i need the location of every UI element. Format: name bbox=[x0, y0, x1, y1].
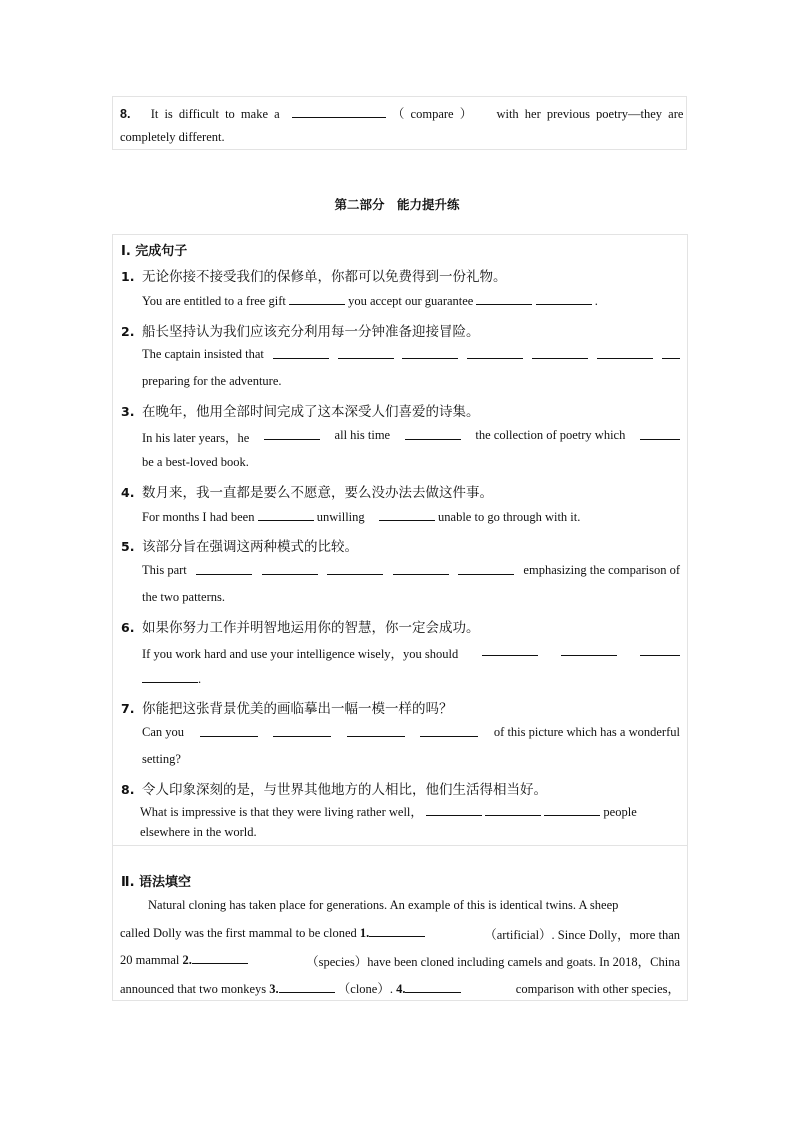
answer-blank[interactable] bbox=[289, 293, 345, 305]
answer-blank[interactable] bbox=[640, 644, 680, 656]
item-chinese: 6. 如果你努力工作并明智地运用你的智慧，你一定会成功。 bbox=[121, 620, 480, 636]
item-english: In his later years，he all his time the collection of poetry which bbox=[142, 428, 680, 446]
passage-line: called Dolly was the first mammal to be cloned 1. （artificial）. Since Dolly，more than bbox=[120, 926, 680, 942]
passage-line: Natural cloning has taken place for generations. An example of this is identical twins. A sheep bbox=[148, 898, 619, 912]
item-english-cont: the two patterns. bbox=[142, 590, 225, 604]
section-title: 第二部分 能力提升练 bbox=[334, 197, 460, 212]
answer-blank[interactable] bbox=[485, 804, 541, 816]
answer-blank[interactable] bbox=[426, 804, 482, 816]
answer-blank[interactable] bbox=[262, 563, 318, 575]
item-english: What is impressive is that they were living rather well， people bbox=[140, 805, 637, 819]
item-chinese: 7. 你能把这张背景优美的画临摹出一幅一模一样的吗？ bbox=[121, 701, 453, 717]
answer-blank[interactable] bbox=[536, 293, 592, 305]
item-english: You are entitled to a free gift you accept our guarantee . bbox=[142, 294, 598, 308]
part1-heading: Ⅰ. 完成句子 bbox=[121, 244, 188, 259]
answer-blank[interactable] bbox=[369, 925, 425, 937]
passage-line: announced that two monkeys 3. （clone）. 4. comparison with other species， bbox=[120, 982, 680, 996]
answer-blank[interactable] bbox=[327, 563, 383, 575]
answer-blank[interactable] bbox=[561, 644, 617, 656]
item-english: This part emphasizing the comparison of bbox=[142, 563, 680, 577]
answer-blank[interactable] bbox=[273, 347, 329, 359]
answer-blank[interactable] bbox=[200, 725, 258, 737]
item-chinese: 2. 船长坚持认为我们应该充分利用每一分钟准备迎接冒险。 bbox=[121, 324, 480, 340]
item-english-cont: be a best-loved book. bbox=[142, 455, 249, 469]
item-chinese: 4. 数月来，我一直都是要么不愿意，要么没办法去做这件事。 bbox=[121, 485, 493, 501]
answer-blank[interactable] bbox=[273, 725, 331, 737]
answer-blank[interactable] bbox=[458, 563, 514, 575]
answer-blank[interactable] bbox=[420, 725, 478, 737]
answer-blank[interactable] bbox=[405, 981, 461, 993]
answer-blank[interactable] bbox=[264, 428, 320, 440]
answer-blank[interactable] bbox=[393, 563, 449, 575]
answer-blank[interactable] bbox=[347, 725, 405, 737]
item-chinese: 1. 无论你接不接受我们的保修单，你都可以免费得到一份礼物。 bbox=[121, 269, 507, 285]
passage-line: 20 mammal 2. （species）have been cloned including camels and goats. In 2018，China bbox=[120, 953, 680, 969]
answer-blank[interactable] bbox=[338, 347, 394, 359]
item-english: If you work hard and use your intelligence wisely，you should bbox=[142, 644, 680, 662]
answer-blank[interactable] bbox=[482, 644, 538, 656]
answer-blank[interactable] bbox=[476, 293, 532, 305]
item-number: 8. bbox=[120, 107, 131, 121]
answer-blank[interactable] bbox=[142, 671, 198, 683]
answer-blank[interactable] bbox=[379, 509, 435, 521]
item-english: For months I had been unwilling unable to go through with it. bbox=[142, 510, 581, 524]
part2-heading: Ⅱ. 语法填空 bbox=[121, 875, 192, 890]
answer-blank[interactable] bbox=[467, 347, 523, 359]
answer-blank[interactable] bbox=[662, 347, 680, 359]
answer-blank[interactable] bbox=[544, 804, 600, 816]
answer-blank[interactable] bbox=[292, 105, 386, 118]
section-divider bbox=[112, 845, 688, 846]
answer-blank[interactable] bbox=[405, 428, 461, 440]
item-english-cont: setting? bbox=[142, 752, 181, 766]
answer-blank[interactable] bbox=[258, 509, 314, 521]
answer-blank[interactable] bbox=[640, 428, 680, 440]
sentence-text: with her previous poetry—they are bbox=[496, 107, 684, 121]
item-english-cont: preparing for the adventure. bbox=[142, 374, 282, 388]
answer-blank[interactable] bbox=[196, 563, 252, 575]
previous-exercise-box bbox=[112, 96, 687, 150]
top-item-line-1 bbox=[120, 104, 683, 122]
item-chinese: 5. 该部分旨在强调这两种模式的比较。 bbox=[121, 539, 358, 555]
answer-blank[interactable] bbox=[532, 347, 588, 359]
item-english: Can you of this picture which has a wonderful bbox=[142, 725, 680, 739]
answer-blank[interactable] bbox=[279, 981, 335, 993]
top-item-line-2: completely different. bbox=[120, 130, 225, 144]
item-chinese: 3. 在晚年，他用全部时间完成了这本深受人们喜爱的诗集。 bbox=[121, 404, 480, 420]
answer-blank[interactable] bbox=[192, 952, 248, 964]
item-chinese: 8. 令人印象深刻的是，与世界其他地方的人相比，他们生活得相当好。 bbox=[121, 782, 547, 798]
sentence-text: It is difficult to make a bbox=[150, 107, 280, 121]
item-english: The captain insisted that bbox=[142, 347, 680, 362]
answer-blank[interactable] bbox=[402, 347, 458, 359]
answer-blank[interactable] bbox=[597, 347, 653, 359]
hint-text: （ compare ） bbox=[391, 107, 473, 121]
item-english-cont: elsewhere in the world. bbox=[140, 825, 257, 839]
item-english-cont: . bbox=[142, 671, 201, 687]
